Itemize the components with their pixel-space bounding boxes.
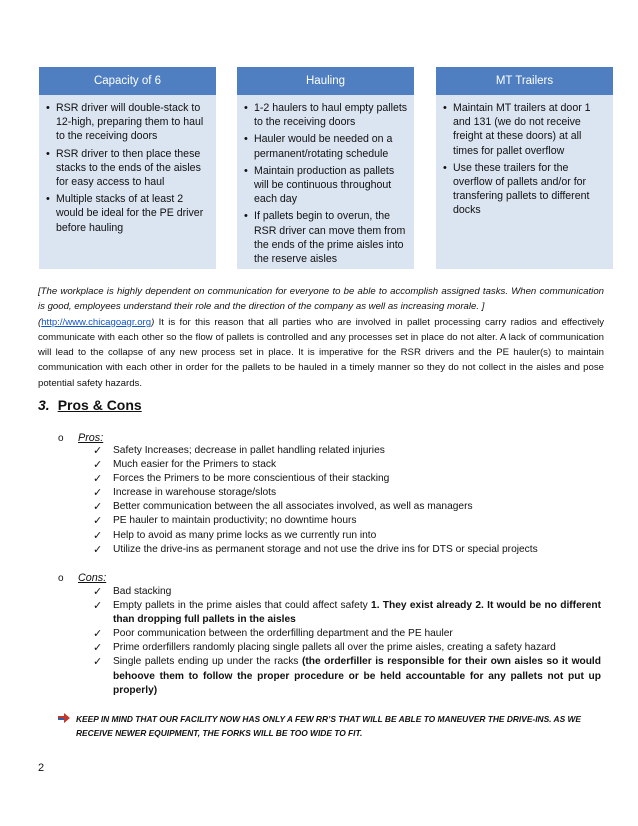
pros-list xyxy=(93,444,601,557)
box-list xyxy=(237,101,414,266)
paragraph-italic: [The workplace is highly dependent on communication for everyone to be able to accomplish assigned tasks. When communication is good, employees understand their role and the direction of the company as well as increasing morale. ] xyxy=(38,286,604,313)
communication-paragraph xyxy=(38,284,604,391)
pros-label: Pros: xyxy=(78,432,104,444)
box-list xyxy=(39,101,216,235)
check-mark-icon: ✓ xyxy=(93,473,103,486)
info-box-row xyxy=(39,67,614,269)
box-title: Hauling xyxy=(237,67,414,95)
link-paren: ( xyxy=(38,316,42,328)
list-item xyxy=(93,529,601,543)
list-item xyxy=(93,458,601,472)
pros-heading xyxy=(58,432,103,444)
check-mark-icon: ✓ xyxy=(93,501,103,514)
cons-list xyxy=(93,585,601,698)
circle-bullet-icon: o xyxy=(58,573,64,584)
item-text: Poor communication between the orderfilling department and the PE hauler xyxy=(113,628,453,640)
check-mark-icon: ✓ xyxy=(93,487,103,500)
box-bullet: • RSR driver will double-stack to 12-high, preparing them to haul to the receiving doors xyxy=(56,101,210,144)
check-mark-icon: ✓ xyxy=(93,459,103,472)
list-item xyxy=(93,655,601,697)
list-item xyxy=(93,500,601,514)
list-item xyxy=(93,627,601,641)
item-text: PE hauler to maintain productivity; no downtime hours xyxy=(113,515,357,527)
box-bullet: • 1-2 haulers to haul empty pallets to the receiving doors xyxy=(254,101,408,129)
box-list xyxy=(436,101,613,218)
item-text: Single pallets ending up under the racks xyxy=(113,656,302,668)
check-mark-icon: ✓ xyxy=(93,642,103,655)
cons-heading xyxy=(58,572,106,584)
list-item xyxy=(93,585,601,599)
box-bullet: • Maintain MT trailers at door 1 and 131 (we do not receive freight at these doors) at all times for pallet overflow xyxy=(453,101,607,158)
check-mark-icon: ✓ xyxy=(93,445,103,457)
box-bullet: • Multiple stacks of at least 2 would be ideal for the PE driver before hauling xyxy=(56,192,210,235)
item-bold-text: 1. They exist already 2. It would be no different than dropping full pallets in the aisles xyxy=(113,600,601,626)
check-mark-icon: ✓ xyxy=(93,543,103,556)
box-title: MT Trailers xyxy=(436,67,613,95)
cons-label: Cons: xyxy=(78,572,107,584)
check-mark-icon: ✓ xyxy=(93,586,103,598)
box-hauling xyxy=(237,67,414,269)
chicagoagr-link[interactable]: http://www.chicagoagr.org xyxy=(41,316,152,328)
list-item xyxy=(93,514,601,528)
item-text: Utilize the drive-ins as permanent storage and not use the drive ins for DTS or special projects xyxy=(113,543,538,555)
section-heading xyxy=(38,397,142,413)
page-number: 2 xyxy=(38,762,45,774)
circle-bullet-icon: o xyxy=(58,433,64,444)
item-text: Bad stacking xyxy=(113,586,172,597)
box-bullet: • Use these trailers for the overflow of pallets and/or for transfering pallets to different docks xyxy=(453,161,607,218)
check-mark-icon: ✓ xyxy=(93,628,103,641)
box-bullet: • Maintain production as pallets will be continuous throughout each day xyxy=(254,164,408,207)
section-title: Pros & Cons xyxy=(57,397,142,413)
arrow-bullet-icon xyxy=(58,713,70,727)
list-item xyxy=(93,641,601,655)
box-title: Capacity of 6 xyxy=(39,67,216,95)
box-bullet: • If pallets begin to overun, the RSR driver can move them from the ends of the prime aisles into the reserve aisles xyxy=(254,209,408,266)
item-text: Safety Increases; decrease in pallet handling related injuries xyxy=(113,445,385,456)
list-item xyxy=(93,543,601,557)
list-item xyxy=(93,472,601,486)
section-number: 3. xyxy=(38,397,50,413)
item-text: Forces the Primers to be more conscientious of their stacking xyxy=(113,473,390,485)
list-item xyxy=(93,486,601,500)
box-bullet: • Hauler would be needed on a permanent/rotating schedule xyxy=(254,132,408,160)
item-text: Prime orderfillers randomly placing single pallets all over the prime aisles, creating a safety hazard xyxy=(113,642,556,654)
link-paren: ) xyxy=(151,316,155,328)
item-text: Increase in warehouse storage/slots xyxy=(113,487,277,499)
box-mt-trailers xyxy=(436,67,613,269)
item-text: Better communication between the all associates involved, as well as managers xyxy=(113,501,473,513)
box-capacity xyxy=(39,67,216,269)
check-mark-icon: ✓ xyxy=(93,600,103,613)
check-mark-icon: ✓ xyxy=(93,529,103,542)
paragraph-body: It is for this reason that all parties who are involved in pallet processing carry radios and effectively communicate with each other so the flow of pallets is controlled and any processes set in place do not alter. A lack of communication will lead to the collapse of any new process set in place. It is imperative for the RSR drivers and the PE hauler(s) to maintain communication with each other in order for the pallets to be hauled in a timely manner so they do not collect in the aisles and pose potential safety hazards. xyxy=(38,316,604,389)
check-mark-icon: ✓ xyxy=(93,515,103,528)
note-text: KEEP IN MIND THAT OUR FACILITY NOW HAS ONLY A FEW RR’S THAT WILL BE ABLE TO MANEUVER THE DRIVE-INS. AS WE RECEIVE NEWER EQUIPMENT, THE FORKS WILL BE TOO WIDE TO FIT. xyxy=(76,714,581,738)
item-text: Empty pallets in the prime aisles that could affect safety xyxy=(113,600,372,612)
facility-note xyxy=(58,712,606,740)
check-mark-icon: ✓ xyxy=(93,656,103,669)
box-bullet: • RSR driver to then place these stacks to the ends of the aisles for easy access to haul xyxy=(56,147,210,190)
list-item xyxy=(93,599,601,627)
item-bold-text: (the orderfiller is responsible for their own aisles so it would behoove them to follow the proper procedure or be held accountable for any pallets not put up properly) xyxy=(113,656,601,696)
item-text: Much easier for the Primers to stack xyxy=(113,459,277,471)
item-text: Help to avoid as many prime locks as we currently run into xyxy=(113,529,377,541)
list-item xyxy=(93,444,601,458)
